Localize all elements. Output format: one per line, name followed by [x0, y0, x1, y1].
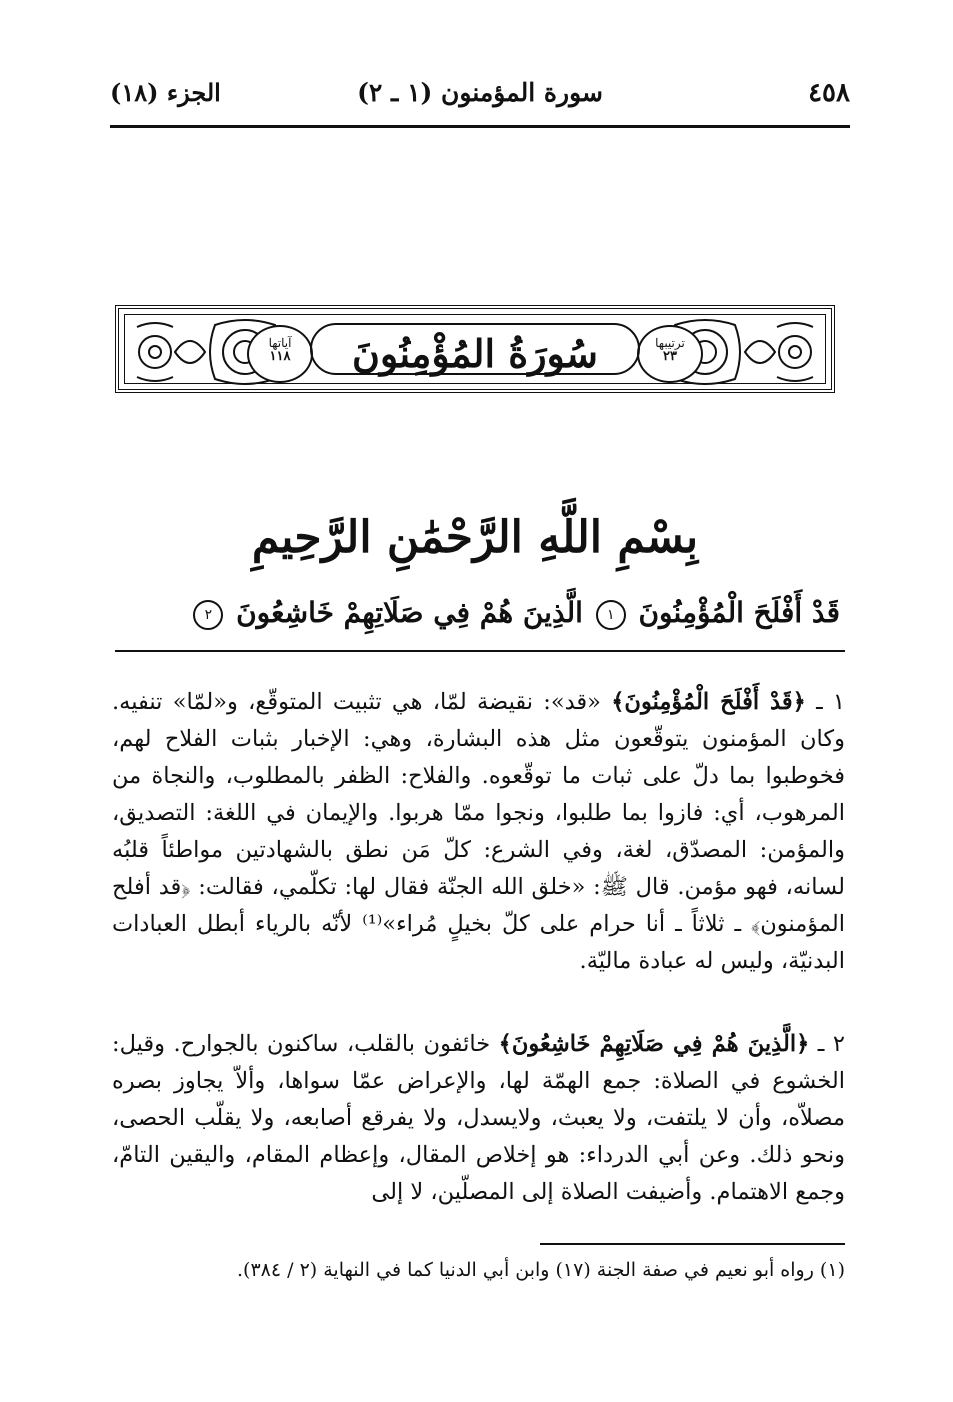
basmala: بِسْمِ اللَّهِ الرَّحْمَٰنِ الرَّحِيمِ [251, 512, 699, 563]
header-surah-title: سورة المؤمنون (١ ـ ٢) [357, 78, 603, 107]
order-value: ٢٣ [663, 349, 677, 364]
surah-name-cartouche [310, 323, 640, 375]
verse-2-text: الَّذِينَ هُمْ فِي صَلَاتِهِمْ خَاشِعُونَ [236, 596, 583, 629]
header-divider [110, 125, 850, 128]
footnote-divider [540, 1243, 845, 1245]
ayat-label: آياتها [268, 336, 292, 350]
header-juz: الجزء (١٨) [110, 78, 221, 107]
running-header [110, 78, 850, 118]
banner-inner-frame [124, 314, 826, 384]
verse-1-text: قَدْ أَفْلَحَ الْمُؤْمِنُونَ [638, 596, 840, 629]
paragraph-text: خائفون بالقلب، ساكنون بالجوارح. وقيل: الخشوع في الصلاة: جمع الهمّة لها، والإعراض عمّا سواها، وألاّ يجاوز بصره مصلاّه، وأن لا يلتفت، ولا يعبث، ولايسدل، ولا يفرقع أصابعه، ولا يقلّب الحصى، ونحو ذلك. وعن أبي الدرداء: هو إخلاص المقال، وإعظام المقام، واليقين التامّ، وجمع الاهتمام. وأضيفت الصلاة إلى المصلّين، لا إلى [112, 1031, 845, 1205]
ayah-2-marker: ٢ [193, 600, 223, 630]
commentary-paragraph-1 [112, 684, 845, 980]
order-label: ترتيبها [655, 336, 685, 350]
quoted-verse: ﴿الَّذِينَ هُمْ فِي صَلَاتِهِمْ خَاشِعُونَ﴾ [498, 1031, 810, 1057]
ayat-value: ١١٨ [269, 349, 291, 364]
paragraph-text: «قد»: نقيضة لمّا، هي تثبيت المتوقّع، و«لمّا» تنفيه. وكان المؤمنون يتوقّعون مثل هذه البشارة، وهي: الإخبار بثبات الفلاح لهم، فخوطبوا بما دلّ على ثبات ما توقّعوه. والفلاح: الظفر بالمطلوب، والنجاة من المرهوب، أي: فازوا بما طلبوا، ونجوا ممّا هربوا. والإيمان في اللغة: التصديق، والمؤمن: المصدّق، لغة، وفي الشرع: كلّ مَن نطق بالشهادتين مواطئاً قلبُه لسانه، فهو مؤمن. قال ﷺ: «خلق الله الجنّة فقال لها: تكلّمي، فقالت: ﴿قد أفلح المؤمنون﴾ ـ ثلاثاً ـ أنا حرام على كلّ بخيلٍ مُراء»⁽¹⁾ لأنّه بالرياء أبطل العبادات البدنيّة، وليس له عبادة ماليّة. [112, 689, 845, 974]
ayat-count-medallion [247, 325, 313, 383]
paragraph-number: ٢ ـ [817, 1031, 846, 1057]
quran-verse-line [115, 596, 840, 630]
surah-name: سُورَةُ المُؤْمِنُونَ [351, 331, 599, 376]
ayah-1-marker: ١ [596, 600, 626, 630]
surah-banner [115, 305, 835, 393]
commentary-paragraph-2 [112, 1026, 845, 1211]
verse-divider [115, 650, 845, 652]
paragraph-number: ١ ـ [816, 689, 846, 715]
footnote: (١) رواه أبو نعيم في صفة الجنة (١٧) وابن أبي الدنيا كما في النهاية (٢ / ٣٨٤). [237, 1259, 845, 1281]
quoted-verse: ﴿قَدْ أَفْلَحَ الْمُؤْمِنُونَ﴾ [611, 689, 806, 715]
surah-order-medallion [637, 325, 703, 383]
page-number: ٤٥٨ [808, 78, 850, 108]
